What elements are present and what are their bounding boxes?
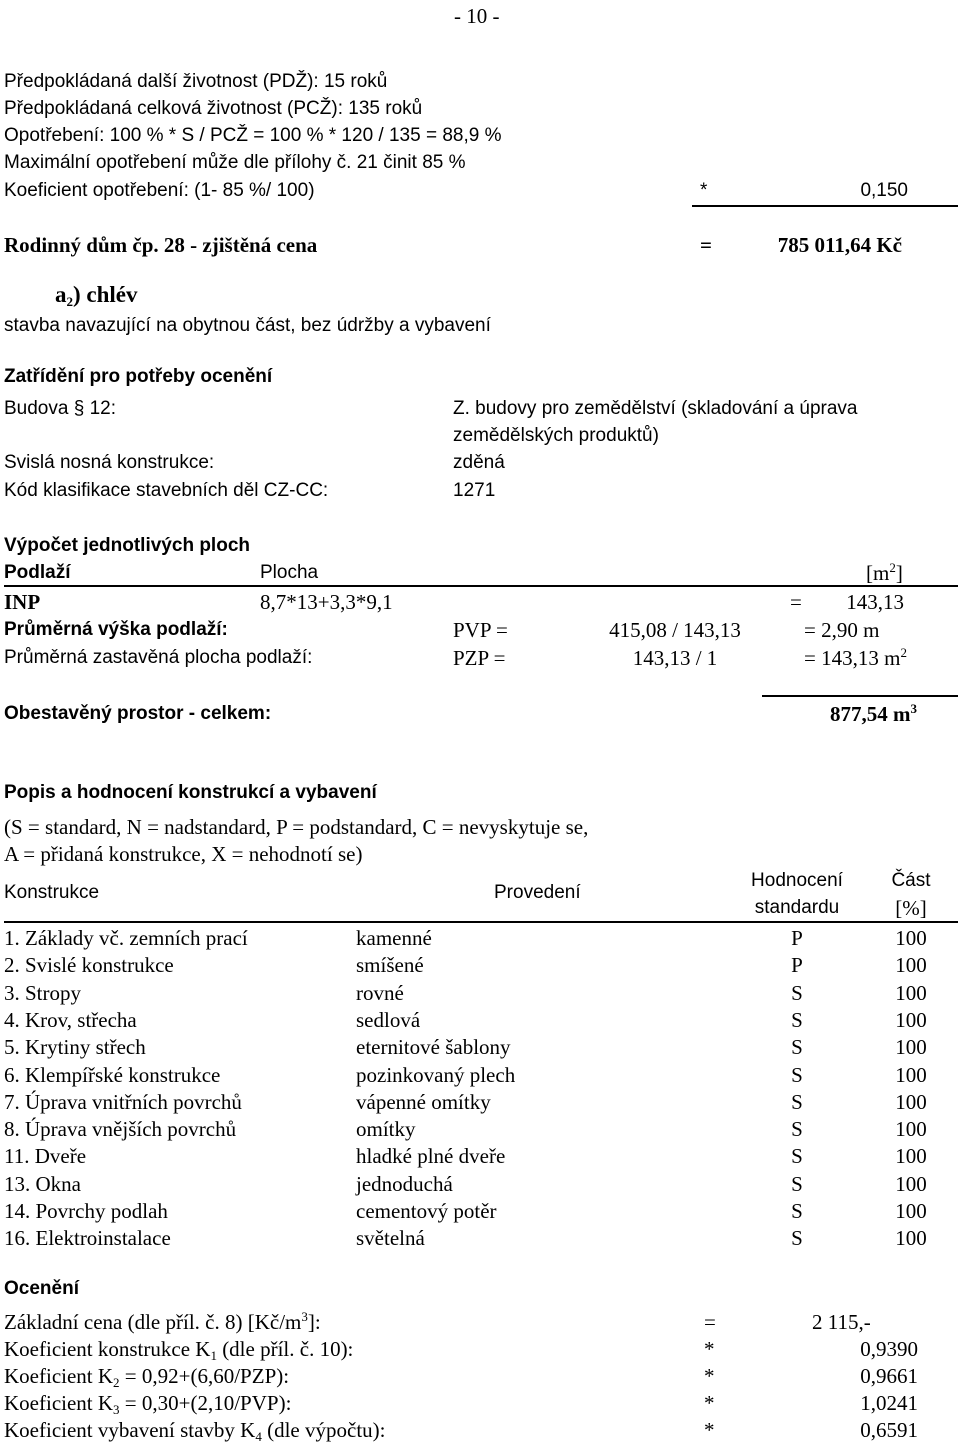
row-construction: 13. Okna [4,1172,81,1196]
row-construction: 2. Svislé konstrukce [4,953,174,977]
col-hodnoceni-line-2: standardu [754,897,840,918]
areas-header-rule [4,585,958,587]
zakladni-cena-label: Základní cena (dle příl. č. 8) $[Kč/m^3]$: [4,1309,321,1334]
k3-op: * [704,1391,715,1415]
prostor-rule [762,695,958,697]
row-execution: hladké plné dveře [356,1144,506,1168]
row-construction: 1. Základy vč. zemních prací [4,926,248,950]
row-construction: 14. Povrchy podlah [4,1199,168,1223]
col-konstrukce: Konstrukce [4,882,100,903]
section-description: stavba navazující na obytnou část, bez údržby a vybavení [4,315,491,336]
constructions-legend-2: A = přidaná konstrukce, X = nehodnotí se) [4,842,363,866]
row-execution: smíšené [356,953,424,977]
row-share: 100 [895,1199,927,1223]
row-share: 100 [895,1226,927,1250]
row-construction: 6. Klempířské konstrukce [4,1063,221,1087]
k4-label: Koeficient vybavení stavby $K_4$ (dle výpočtu): [4,1418,386,1444]
k2-label: Koeficient $K_2 = 0,92+(6,60/PZP)$: [4,1364,290,1390]
row-construction: 11. Dveře [4,1144,87,1168]
wear-coef-label: Koeficient opotřebení: (1- 85 %/ 100) [4,180,315,201]
nosna-value: zděná [453,452,505,473]
k3-value: 1,0241 [860,1391,918,1415]
row-execution: rovné [356,981,404,1005]
col-hodnoceni-line-1: Hodnocení [751,870,843,891]
k1-label: Koeficient konstrukce $K_1$ (dle příl. č. 10): [4,1337,354,1363]
intro-line-wear: Opotřebení: 100 % * S / PCŽ = 100 % * 120 / 135 = 88,9 % [4,125,502,146]
row-grade: P [791,953,803,977]
row-execution: sedlová [356,1008,421,1032]
k2-op: * [704,1364,715,1388]
row-grade: S [791,1199,803,1223]
row-execution: vápenné omítky [356,1090,491,1114]
row-execution: cementový potěr [356,1199,497,1223]
prostor-label: Obestavěný prostor - celkem: [4,703,272,724]
vyska-formula: 415,08 / 143,13 [609,618,741,642]
row-construction: 8. Úprava vnějších povrchů [4,1117,237,1141]
areas-heading: Výpočet jednotlivých ploch [4,535,250,556]
classification-heading: Zatřídění pro potřeby ocenění [4,366,273,387]
row-construction: 5. Krytiny střech [4,1035,146,1059]
intro-line-pcz: Předpokládaná celková životnost (PCŽ): 135 roků [4,98,423,119]
k2-value: 0,9661 [860,1364,918,1388]
plocha-abbr: PZP = [453,646,506,670]
plocha-label: Průměrná zastavěná plocha podlaží: [4,647,313,668]
row-execution: kamenné [356,926,432,950]
col-cast-line-1: Část [891,870,931,891]
prostor-value: 877,54 $m^3$ [830,701,917,726]
paragraph-sign: § [73,398,85,419]
row-grade: S [791,1090,803,1114]
row-grade: S [791,1035,803,1059]
row-share: 100 [895,1008,927,1032]
constructions-header-rule [4,921,958,923]
budova-value-line-2: zemědělských produktů) [453,425,659,446]
wear-coef-value: 0,150 [860,180,908,201]
row-grade: S [791,1144,803,1168]
intro-line-pdz: Předpokládaná další životnost (PDŽ): 15 roků [4,71,388,92]
row-grade: S [791,1008,803,1032]
row-grade: S [791,1117,803,1141]
row-grade: P [791,926,803,950]
col-plocha: Plocha [260,562,319,583]
inp-eq: = [790,590,802,614]
row-share: 100 [895,1063,927,1087]
row-construction: 16. Elektroinstalace [4,1226,171,1250]
row-construction: 4. Krov, střecha [4,1008,137,1032]
house-price-value: 785 011,64 Kč [777,233,902,257]
row-share: 100 [895,1035,927,1059]
row-grade: S [791,1063,803,1087]
constructions-legend-1: (S = standard, N = nadstandard, P = podstandard, C = nevyskytuje se, [4,815,589,839]
budova-value-line-1: Z. budovy pro zemědělství (skladování a úprava [453,398,858,419]
row-execution: eternitové šablony [356,1035,511,1059]
house-price-op: = [700,233,712,257]
row-grade: S [791,1172,803,1196]
zakladni-cena-op: = [704,1310,716,1334]
wear-coef-op: * [700,180,708,201]
row-grade: S [791,1226,803,1250]
col-podlazi: Podlaží [4,562,71,583]
wear-coef-rule [692,205,958,207]
vyska-value: = 2,90 m [804,618,880,642]
row-construction: 7. Úprava vnitřních povrchů [4,1090,242,1114]
plocha-formula: 143,13 / 1 [632,646,718,670]
kod-value: 1271 [453,480,496,501]
inp-label: INP [4,590,41,614]
plocha-value: = 143,13 $m^2$ [804,645,907,670]
k1-value: 0,9390 [860,1337,918,1361]
row-share: 100 [895,1090,927,1114]
row-share: 100 [895,953,927,977]
row-execution: pozinkovaný plech [356,1063,516,1087]
page-number: - 10 - [454,4,500,28]
constructions-heading: Popis a hodnocení konstrukcí a vybavení [4,782,377,803]
k4-value: 0,6591 [860,1418,918,1442]
house-price-label: Rodinný dům čp. 28 - zjištěná cena [4,233,318,257]
k1-op: * [704,1337,715,1361]
budova-label: Budova § 12: [4,398,117,419]
row-share: 100 [895,1117,927,1141]
inp-formula: 8,7*13+3,3*9,1 [260,590,393,614]
row-execution: omítky [356,1117,416,1141]
k3-label: Koeficient $K_3 = 0,30+(2,10/PVP)$: [4,1391,292,1417]
zakladni-cena-value: 2 115,- [812,1310,871,1334]
vyska-abbr: PVP = [453,618,508,642]
row-share: 100 [895,1172,927,1196]
vyska-label: Průměrná výška podlaží: [4,619,228,640]
kod-label: Kód klasifikace stavebních děl CZ-CC: [4,480,329,501]
row-share: 100 [895,1144,927,1168]
row-construction: 3. Stropy [4,981,82,1005]
row-share: 100 [895,981,927,1005]
nosna-label: Svislá nosná konstrukce: [4,452,215,473]
valuation-heading: Ocenění [4,1278,79,1299]
col-unit: $[m^2]$ [866,560,903,585]
intro-line-max-wear: Maximální opotřebení může dle přílohy č. 21 činit 85 % [4,152,466,173]
col-cast-line-2: [%] [895,896,927,920]
inp-value: 143,13 [846,590,904,614]
k4-op: * [704,1418,715,1442]
section-title: $a_2$) chlév [55,282,138,309]
row-execution: světelná [356,1226,425,1250]
row-share: 100 [895,926,927,950]
row-grade: S [791,981,803,1005]
row-execution: jednoduchá [356,1172,453,1196]
col-provedeni: Provedení [494,882,581,903]
